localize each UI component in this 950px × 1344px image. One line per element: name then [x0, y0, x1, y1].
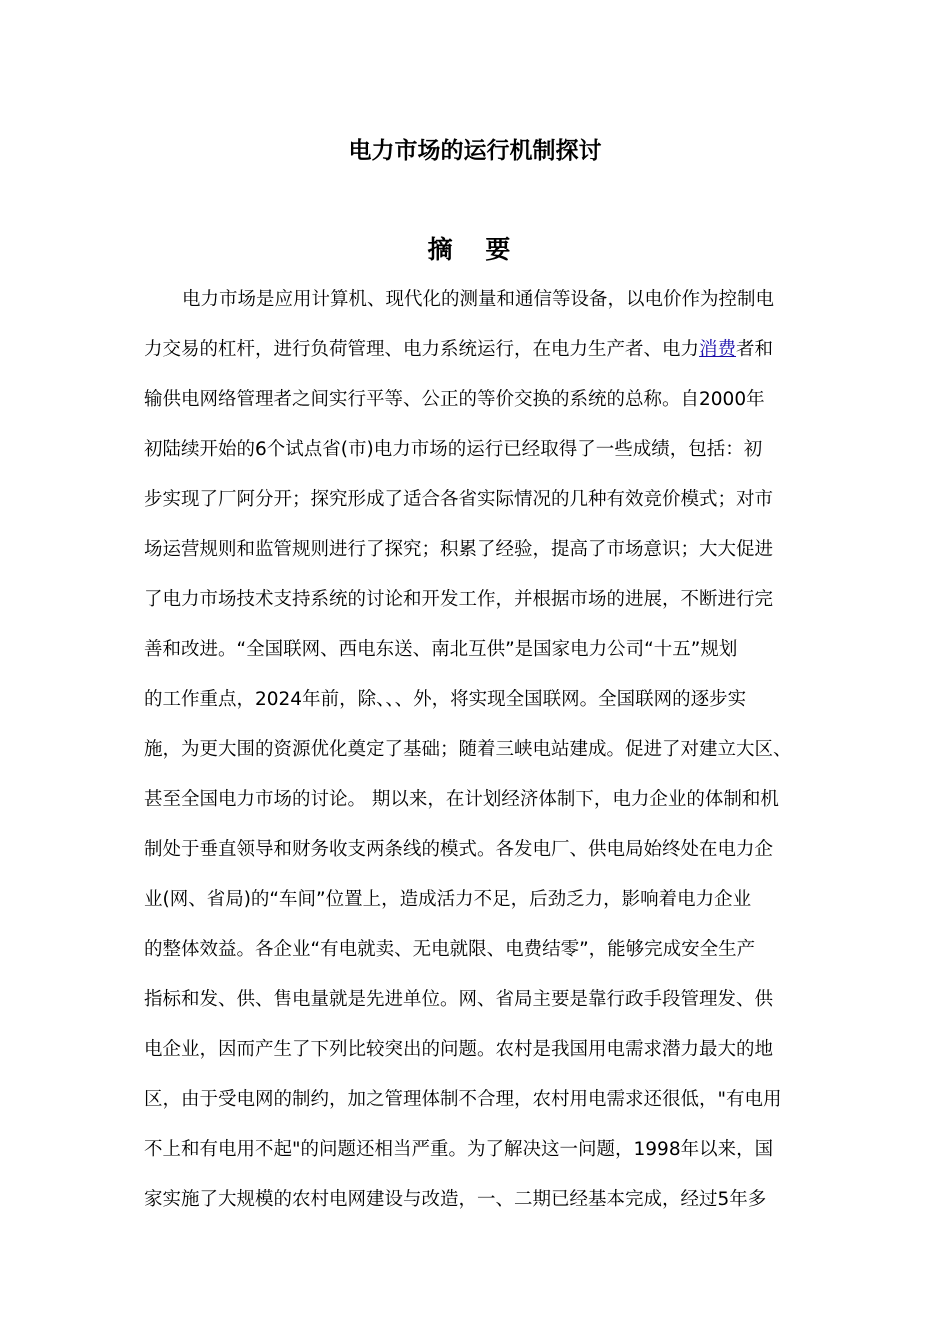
body-line: 制处于垂直领导和财务收支两条线的模式。各发电厂、供电局始终处在电力企: [144, 839, 774, 860]
body-line: 善和改进。“全国联网、西电东送、南北互供”是国家电力公司“十五”规划: [144, 639, 738, 660]
body-line: 电企业，因而产生了下列比较突出的问题。农村是我国用电需求潜力最大的地: [144, 1039, 774, 1060]
body-line: 甚至全国电力市场的讨论。 期以来，在计划经济体制下，电力企业的体制和机: [144, 789, 779, 810]
body-line: 业(网、省局)的“车间”位置上，造成活力不足，后劲乏力，影响着电力企业: [144, 889, 752, 910]
body-line: 初陆续开始的6个试点省(市)电力市场的运行已经取得了一些成绩，包括：初: [144, 439, 763, 460]
document-title: 电力市场的运行机制探讨: [348, 138, 602, 164]
body-line: 场运营规则和监管规则进行了探究；积累了经验，提高了市场意识；大大促进: [144, 539, 774, 560]
abstract-body: [144, 282, 814, 1232]
body-text: 者和: [736, 339, 774, 360]
body-text: 力交易的杠杆，进行负荷管理、电力系统运行，在电力生产者、电力: [144, 339, 700, 360]
body-line: 施，为更大围的资源优化奠定了基础；随着三峡电站建成。促进了对建立大区、: [144, 739, 792, 760]
body-line: 步实现了厂阿分开；探究形成了适合各省实际情况的几种有效竞价模式；对市: [144, 489, 774, 510]
body-line: 的整体效益。各企业“有电就卖、无电就限、电费结零”，能够完成安全生产: [144, 939, 756, 960]
body-line: 的工作重点，2024年前，除、、、外，将实现全国联网。全国联网的逐步实: [144, 689, 747, 710]
abstract-heading: 摘 要: [427, 235, 523, 264]
body-line: 不上和有电用不起"的问题还相当严重。为了解决这一问题，1998年以来，国: [144, 1139, 774, 1160]
body-line: 家实施了大规模的农村电网建设与改造，一、二期已经基本完成，经过5年多: [144, 1189, 767, 1210]
body-line: 输供电网络管理者之间实行平等、公正的等价交换的系统的总称。自2000年: [144, 389, 765, 410]
body-line: 指标和发、供、售电量就是先进单位。网、省局主要是靠行政手段管理发、供: [144, 989, 774, 1010]
body-line: 区，由于受电网的制约，加之管理体制不合理，农村用电需求还很低，"有电用: [144, 1089, 782, 1110]
body-line: 了电力市场技术支持系统的讨论和开发工作，并根据市场的进展，不断进行完: [144, 589, 774, 610]
consumption-link[interactable]: 消费: [699, 339, 737, 360]
body-line: 电力市场是应用计算机、现代化的测量和通信等设备，以电价作为控制电: [182, 289, 775, 310]
body-line-with-link: [144, 332, 814, 382]
